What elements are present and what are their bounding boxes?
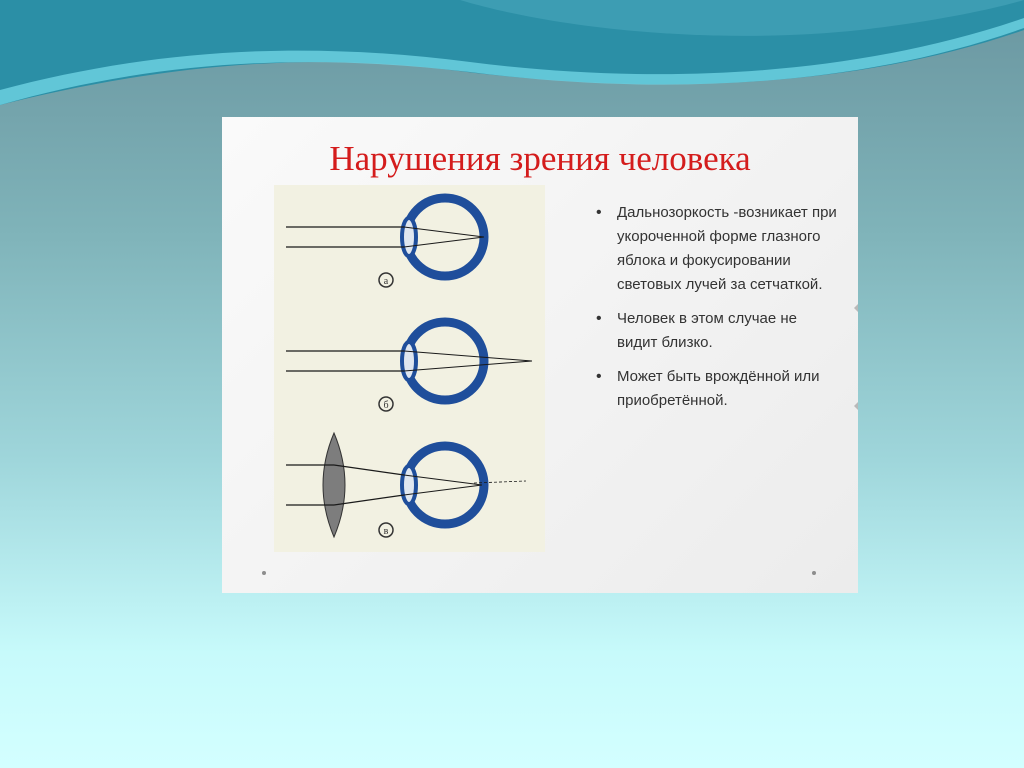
bullet-item — [592, 365, 837, 413]
edge-marker-icon — [854, 402, 858, 410]
eye-diagrams-panel — [274, 185, 545, 552]
bullet-text: Человек в этом случае не видит близко. — [617, 310, 798, 351]
eye-diagram-a — [286, 198, 484, 287]
header-wave-decoration — [0, 0, 1024, 120]
eye-label-a: а — [383, 276, 389, 287]
bullet-item — [592, 201, 837, 297]
bullet-list — [592, 201, 837, 423]
bullet-text: Может быть врождённой или приобретённой. — [617, 368, 820, 409]
corner-dot-left — [262, 571, 266, 575]
eye-label-b: б — [383, 400, 389, 411]
edge-marker-icon — [854, 304, 858, 312]
convex-lens-icon — [323, 433, 345, 537]
slide-title: Нарушения зрения человека — [329, 139, 751, 178]
bullet-item — [592, 307, 837, 355]
eye-diagram-c — [286, 433, 526, 537]
eye-label-c: в — [383, 526, 389, 537]
eye-diagram-b — [286, 322, 532, 411]
bullet-text: Дальнозоркость -возникает при укороченной форме глазного яблока и фокусировании световых лучей за сетчаткой. — [617, 204, 837, 293]
corner-dot-right — [812, 571, 816, 575]
slide — [222, 117, 858, 593]
